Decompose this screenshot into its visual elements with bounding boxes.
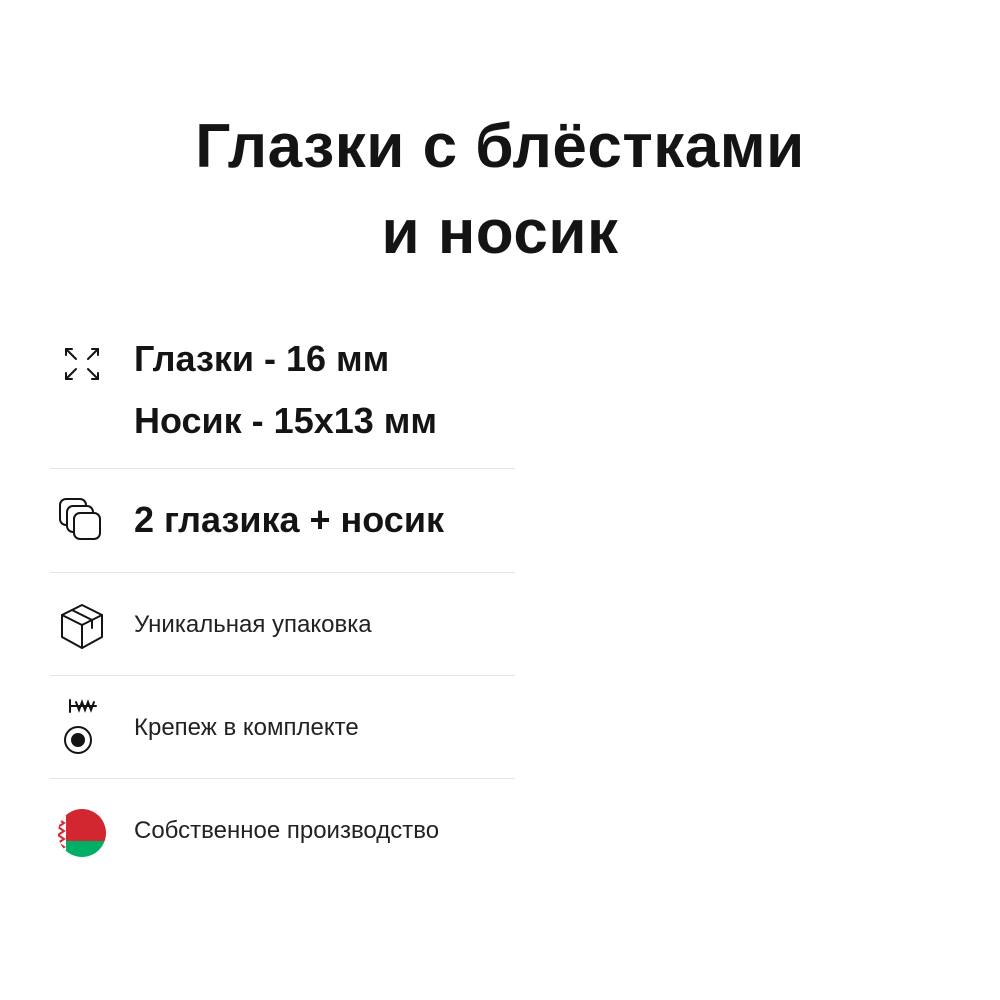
title-line-1: Глазки с блёстками [195, 112, 805, 181]
feature-size-text [134, 328, 437, 452]
feature-packaging [50, 573, 515, 676]
feature-size [50, 320, 515, 469]
eyes-size: Глазки - 16 мм [134, 338, 390, 379]
feature-packaging-text [134, 610, 372, 640]
production-label: Собственное производство [134, 817, 440, 844]
feature-quantity-text [134, 489, 444, 551]
belarus-flag-icon [56, 807, 108, 859]
feature-production-text [134, 816, 439, 846]
feature-list [50, 320, 515, 881]
box-package-icon [56, 601, 108, 653]
title-line-2: и носик [381, 198, 619, 267]
page-title [0, 104, 1000, 276]
expand-arrows-icon [56, 338, 108, 390]
stacked-squares-icon [56, 495, 108, 547]
feature-fasteners-text [134, 713, 359, 743]
feature-production [50, 779, 515, 881]
fasteners-label: Крепеж в комплекте [134, 714, 359, 741]
packaging-label: Уникальная упаковка [134, 611, 372, 638]
nose-size: Носик - 15х13 мм [134, 400, 438, 441]
quantity-label: 2 глазика + носик [134, 499, 444, 540]
feature-fasteners [50, 676, 515, 779]
feature-quantity [50, 469, 515, 573]
screw-eye-icon [56, 694, 108, 760]
